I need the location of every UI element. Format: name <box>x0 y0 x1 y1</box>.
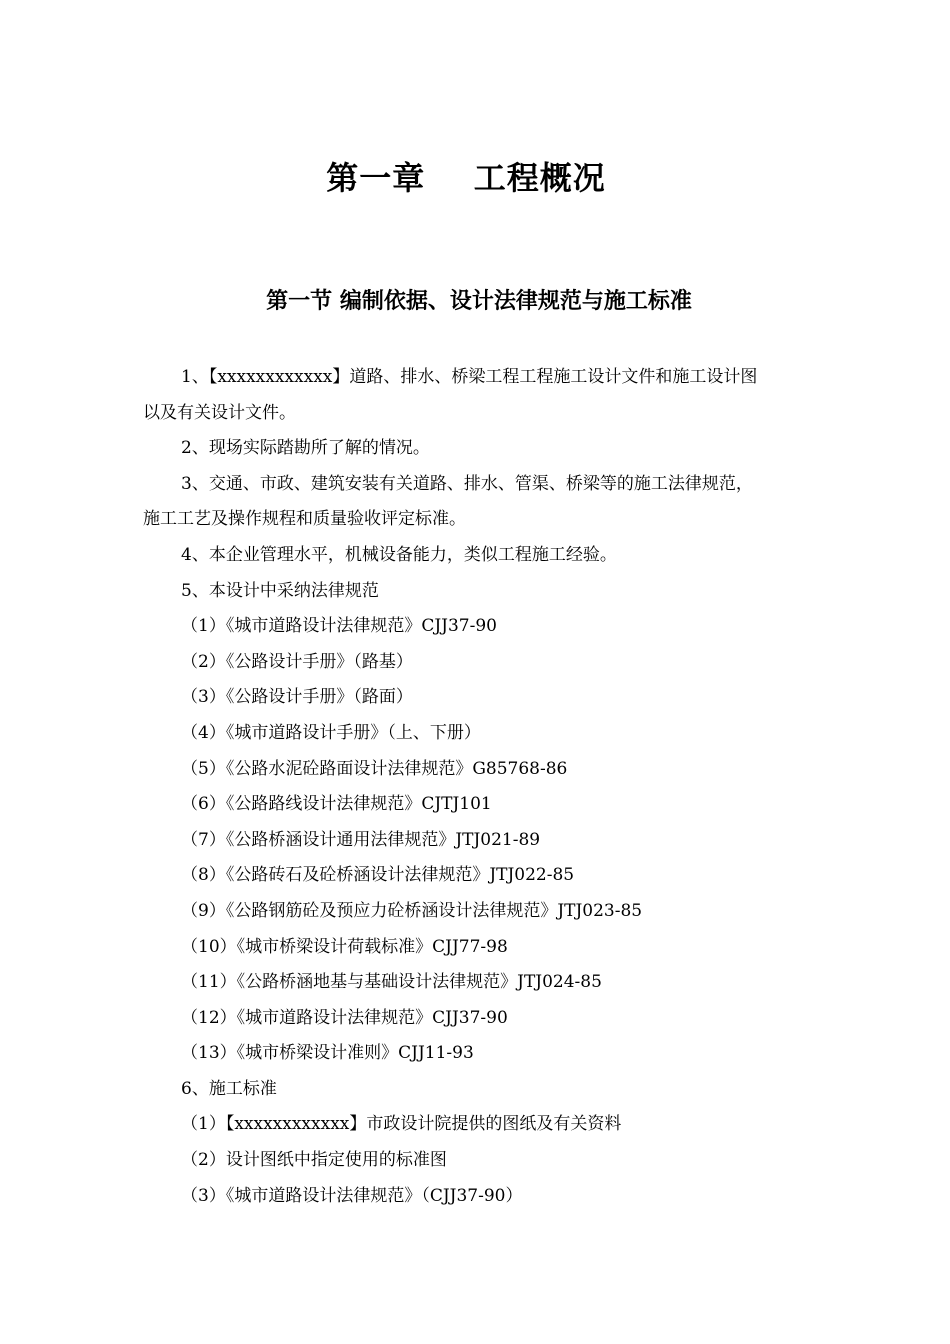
paragraph-1-line-1: 1、【xxxxxxxxxxxx】道路、排水、桥梁工程工程施工设计文件和施工设计图 <box>181 367 758 387</box>
paragraph-3-line-1: 3、交通、市政、建筑安装有关道路、排水、管渠、桥梁等的施工法律规范， <box>181 473 753 494</box>
paragraph-5-heading: 5、本设计中采纳法律规范 <box>181 580 379 601</box>
design-code-item: （12）《城市道路设计法律规范》CJJ37-90 <box>181 1007 508 1028</box>
design-code-item: （7）《公路桥涵设计通用法律规范》JTJ021-89 <box>181 829 541 850</box>
design-code-item: （9）《公路钢筋砼及预应力砼桥涵设计法律规范》JTJ023-85 <box>181 900 643 921</box>
design-code-item: （1）《城市道路设计法律规范》CJJ37-90 <box>181 616 497 637</box>
section-title: 第一节 编制依据、设计法律规范与施工标准 <box>266 289 692 314</box>
construction-standard-item: （1）【xxxxxxxxxxxx】市政设计院提供的图纸及有关资料 <box>181 1114 622 1135</box>
design-code-item: （10）《城市桥梁设计荷载标准》CJJ77-98 <box>181 936 508 957</box>
design-code-item: （8）《公路砖石及砼桥涵设计法律规范》JTJ022-85 <box>181 865 575 886</box>
body-text <box>143 360 843 1214</box>
chapter-title: 第一章 工程概况 <box>326 159 606 197</box>
paragraph-4: 4、本企业管理水平，机械设备能力，类似工程施工经验。 <box>181 544 617 565</box>
paragraph-1-line-2: 以及有关设计文件。 <box>143 402 296 423</box>
design-code-item: （2）《公路设计手册》（路基） <box>181 651 413 672</box>
design-code-item: （13）《城市桥梁设计准则》CJJ11-93 <box>181 1043 474 1064</box>
paragraph-3-line-2: 施工工艺及操作规程和质量验收评定标准。 <box>143 509 466 530</box>
design-code-item: （11）《公路桥涵地基与基础设计法律规范》JTJ024-85 <box>181 972 602 993</box>
design-code-item: （3）《公路设计手册》（路面） <box>181 687 413 708</box>
design-code-item: （4）《城市道路设计手册》（上、下册） <box>181 722 481 743</box>
construction-standard-item: （2）设计图纸中指定使用的标准图 <box>181 1150 447 1171</box>
construction-standards-heading: 6、施工标准 <box>181 1078 277 1099</box>
design-code-item: （5）《公路水泥砼路面设计法律规范》G85768-86 <box>181 758 568 779</box>
construction-standard-item: （3）《城市道路设计法律规范》（CJJ37-90） <box>181 1185 523 1206</box>
paragraph-2: 2、现场实际踏勘所了解的情况。 <box>181 438 430 459</box>
design-code-item: （6）《公路路线设计法律规范》CJTJ101 <box>181 794 492 815</box>
